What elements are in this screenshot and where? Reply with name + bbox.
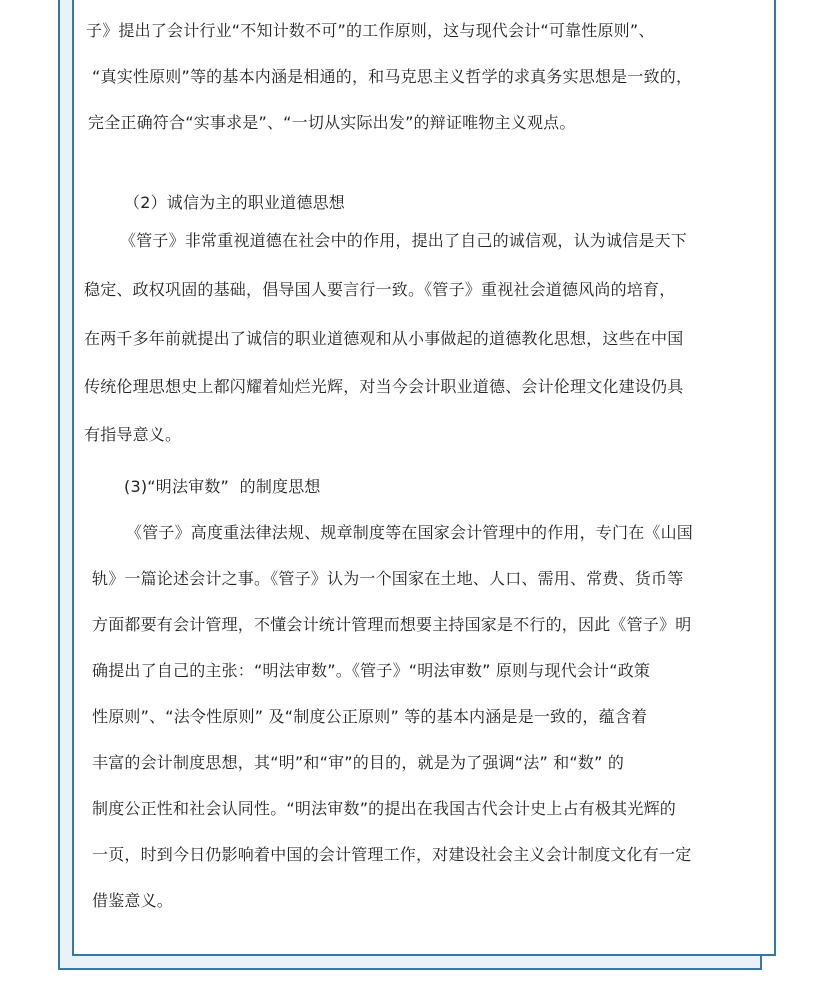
- paragraph-1-line: 子》提出了会计行业“不知计数不可”的工作原则，这与现代会计“可靠性原则”、: [86, 21, 655, 40]
- section-3-line: 《管子》高度重法律法规、规章制度等在国家会计管理中的作用，专门在《山国: [126, 523, 694, 542]
- section-3-line: 方面都要有会计管理，不懂会计统计管理而想要主持国家是不行的，因此《管子》明: [92, 615, 692, 634]
- section-3-line: 轨》一篇论述会计之事。《管子》认为一个国家在土地、人口、需用、常费、货币等: [92, 569, 684, 588]
- section-3-line: 一页，时到今日仍影响着中国的会计管理工作，对建设社会主义会计制度文化有一定: [92, 845, 692, 864]
- section-2-heading: （2）诚信为主的职业道德思想: [124, 193, 345, 212]
- section-2-line: 在两千多年前就提出了诚信的职业道德观和从小事做起的道德教化思想，这些在中国: [84, 329, 684, 348]
- section-3-line: 丰富的会计制度思想，其“明”和“审”的目的，就是为了强调“法” 和“数” 的: [92, 753, 625, 772]
- paragraph-1-line: 完全正确符合“实事求是”、“一切从实际出发”的辩证唯物主义观点。: [88, 113, 576, 132]
- section-3-line: 性原则”、“法令性原则” 及“制度公正原则” 等的基本内涵是是一致的，蕴含着: [92, 707, 648, 726]
- document-frame: [72, 0, 776, 956]
- section-2-line: 传统伦理思想史上都闪耀着灿烂光辉，对当今会计职业道德、会计伦理文化建设仍具: [84, 377, 684, 396]
- section-2-line: 有指导意义。: [84, 425, 182, 444]
- section-3-line: 确提出了自己的主张：“明法审数”。《管子》“明法审数” 原则与现代会计“政策: [92, 661, 651, 680]
- section-3-line: 借鉴意义。: [92, 891, 174, 910]
- paragraph-1-line: “真实性原则”等的基本内涵是相通的，和马克思主义哲学的求真务实思想是一致的，: [92, 67, 693, 86]
- section-2-line: 《管子》非常重视道德在社会中的作用，提出了自己的诚信观，认为诚信是天下: [120, 231, 688, 250]
- section-2-line: 稳定、政权巩固的基础，倡导国人要言行一致。《管子》重视社会道德风尚的培育，: [84, 280, 676, 299]
- section-3-heading: (3)“明法审数” 的制度思想: [124, 477, 321, 496]
- section-3-line: 制度公正性和社会认同性。“明法审数”的提出在我国古代会计史上占有极其光辉的: [92, 799, 676, 818]
